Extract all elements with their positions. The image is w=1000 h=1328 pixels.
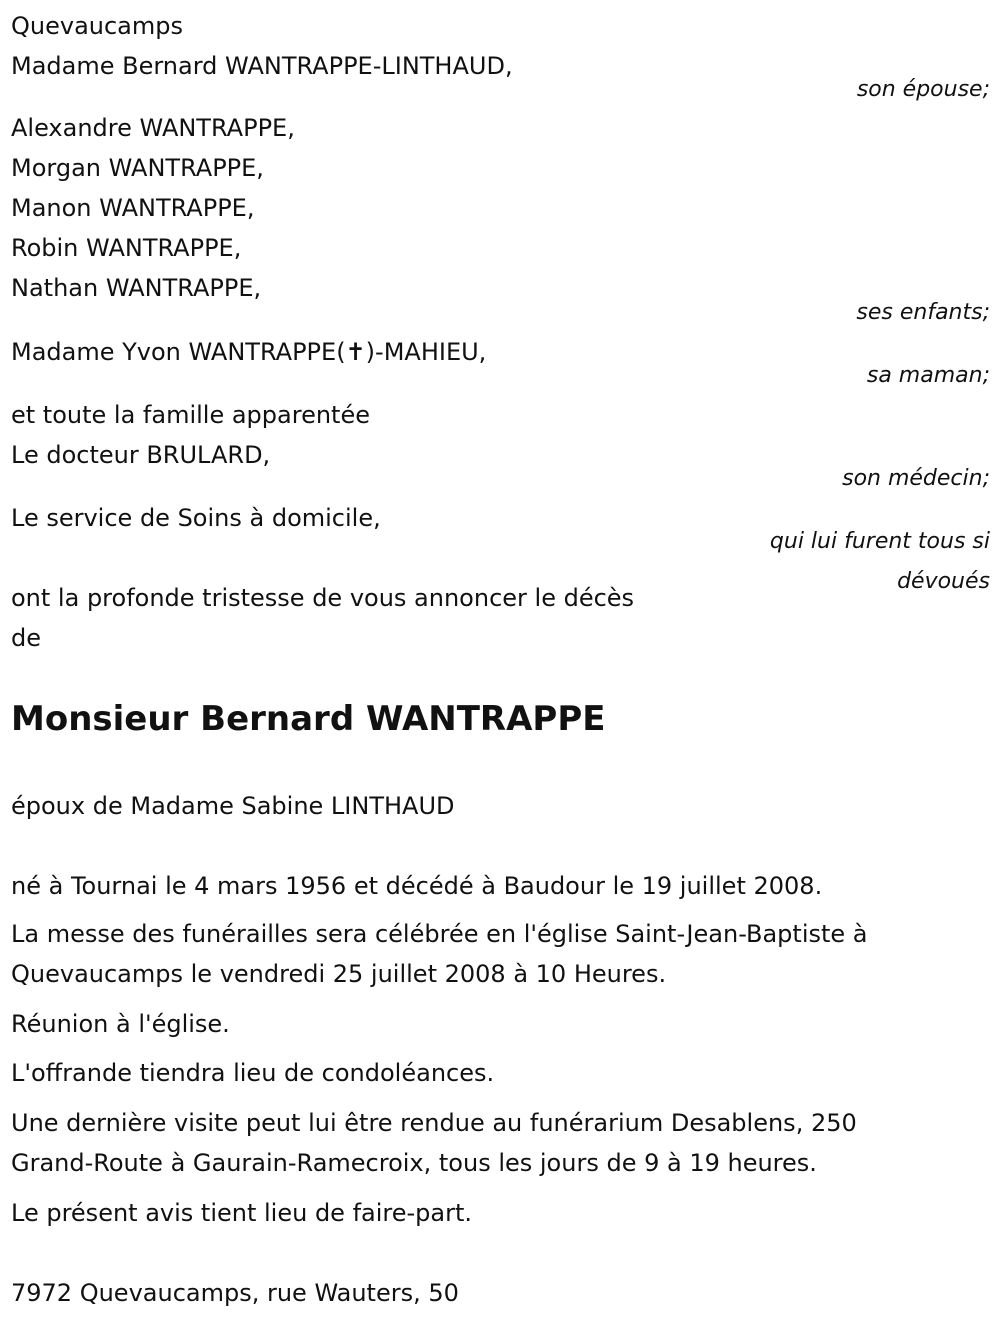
visit-line-2: Grand-Route à Gaurain-Ramecroix, tous les jours de 9 à 19 heures. [11,1149,817,1177]
child-name: Robin WANTRAPPE, [11,234,242,262]
visit-line-1: Une dernière visite peut lui être rendue au funérarium Desablens, 250 [11,1109,857,1137]
child-name: Morgan WANTRAPPE, [11,154,264,182]
announcement-line-1: ont la profonde tristesse de vous annoncer le décès [11,584,635,612]
town: Quevaucamps [11,12,184,40]
child-name: Nathan WANTRAPPE, [11,274,262,302]
doctor-name: Le docteur BRULARD, [11,441,271,469]
spouse-name: Madame Bernard WANTRAPPE-LINTHAUD, [11,52,513,80]
mass-line-1: La messe des funérailles sera célébrée en l'église Saint-Jean-Baptiste à [11,920,868,948]
deceased-name: Monsieur Bernard WANTRAPPE [11,699,606,739]
announcement-line-2: de [11,624,41,652]
child-name: Manon WANTRAPPE, [11,194,255,222]
doctor-role: son médecin; [842,466,990,491]
spouse-role: son épouse; [856,77,990,102]
children-role: ses enfants; [856,300,990,325]
spouse-of: époux de Madame Sabine LINTHAUD [11,792,455,820]
notice: Le présent avis tient lieu de faire-part. [11,1199,473,1227]
birth-death: né à Tournai le 4 mars 1956 et décédé à Baudour le 19 juillet 2008. [11,872,823,900]
mother-role: sa maman; [866,363,990,388]
mass-line-2: Quevaucamps le vendredi 25 juillet 2008 à 10 Heures. [11,960,667,988]
care-role-line-2: dévoués [897,569,990,594]
care-service: Le service de Soins à domicile, [11,504,381,532]
child-name: Alexandre WANTRAPPE, [11,114,295,142]
extended-family: et toute la famille apparentée [11,401,370,429]
care-role-line-1: qui lui furent tous si [769,529,990,554]
mother-name: Madame Yvon WANTRAPPE(✝)-MAHIEU, [11,338,487,366]
offering: L'offrande tiendra lieu de condoléances. [11,1059,495,1087]
address: 7972 Quevaucamps, rue Wauters, 50 [11,1279,459,1307]
meeting: Réunion à l'église. [11,1010,230,1038]
